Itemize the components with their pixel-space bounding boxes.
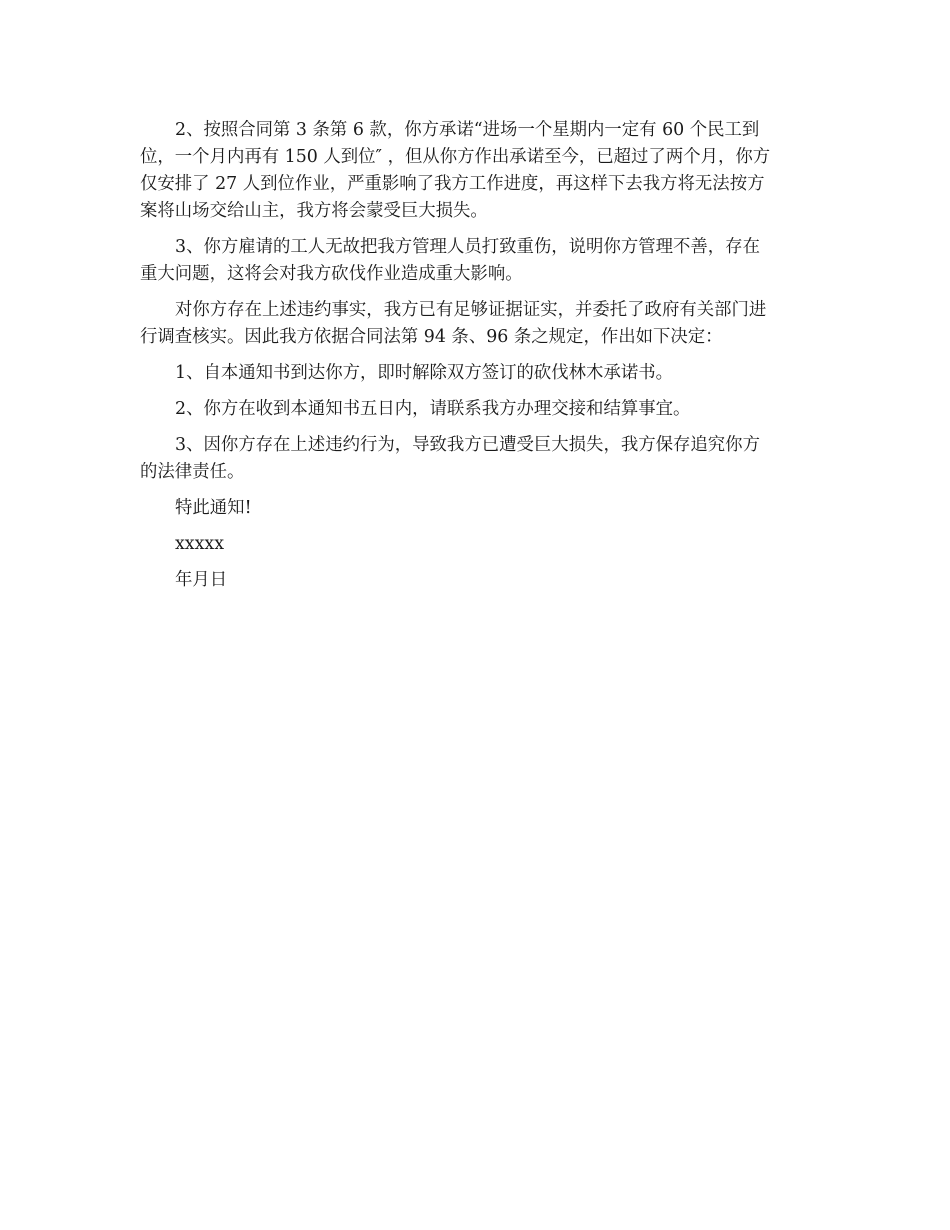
paragraph-line: 行调查核实。因此我方依据合同法第 94 条、96 条之规定，作出如下决定： bbox=[140, 327, 723, 347]
paragraph-line: 案将山场交给山主，我方将会蒙受巨大损失。 bbox=[140, 201, 488, 221]
paragraph-basis bbox=[140, 297, 812, 351]
signature-line bbox=[140, 531, 812, 558]
paragraph-line: 仅安排了 27 人到位作业，严重影响了我方工作进度，再这样下去我方将无法按方 bbox=[140, 174, 765, 194]
paragraph-decision-1 bbox=[140, 360, 812, 387]
paragraph-clause-3 bbox=[140, 234, 812, 288]
paragraph-line: 对你方存在上述违约事实，我方已有足够证据证实，并委托了政府有关部门进 bbox=[175, 300, 767, 320]
paragraph-line: 3、你方雇请的工人无故把我方管理人员打致重伤，说明你方管理不善，存在 bbox=[175, 237, 760, 257]
paragraph-line: 2、你方在收到本通知书五日内，请联系我方办理交接和结算事宜。 bbox=[175, 399, 691, 419]
paragraph-line: 年月日 bbox=[175, 570, 228, 590]
paragraph-line: 3、因你方存在上述违约行为，导致我方已遭受巨大损失，我方保存追究你方 bbox=[175, 435, 760, 455]
paragraph-line: 的法律责任。 bbox=[140, 462, 245, 482]
paragraph-line: xxxxx bbox=[175, 534, 225, 554]
paragraph-line: 特此通知! bbox=[175, 498, 252, 518]
paragraph-line: 2、按照合同第 3 条第 6 款，你方承诺“进场一个星期内一定有 60 个民工到 bbox=[175, 120, 760, 140]
paragraph-line: 重大问题，这将会对我方砍伐作业造成重大影响。 bbox=[140, 264, 523, 284]
paragraph-clause-2 bbox=[140, 117, 812, 225]
date-line bbox=[140, 567, 812, 594]
paragraph-line: 位，一个月内再有 150 人到位″ ，但从你方作出承诺至今，已超过了两个月，你方 bbox=[140, 147, 771, 167]
paragraph-closing bbox=[140, 495, 812, 522]
paragraph-line: 1、自本通知书到达你方，即时解除双方签订的砍伐林木承诺书。 bbox=[175, 363, 674, 383]
paragraph-decision-2 bbox=[140, 396, 812, 423]
document-page bbox=[140, 117, 812, 603]
paragraph-decision-3 bbox=[140, 432, 812, 486]
